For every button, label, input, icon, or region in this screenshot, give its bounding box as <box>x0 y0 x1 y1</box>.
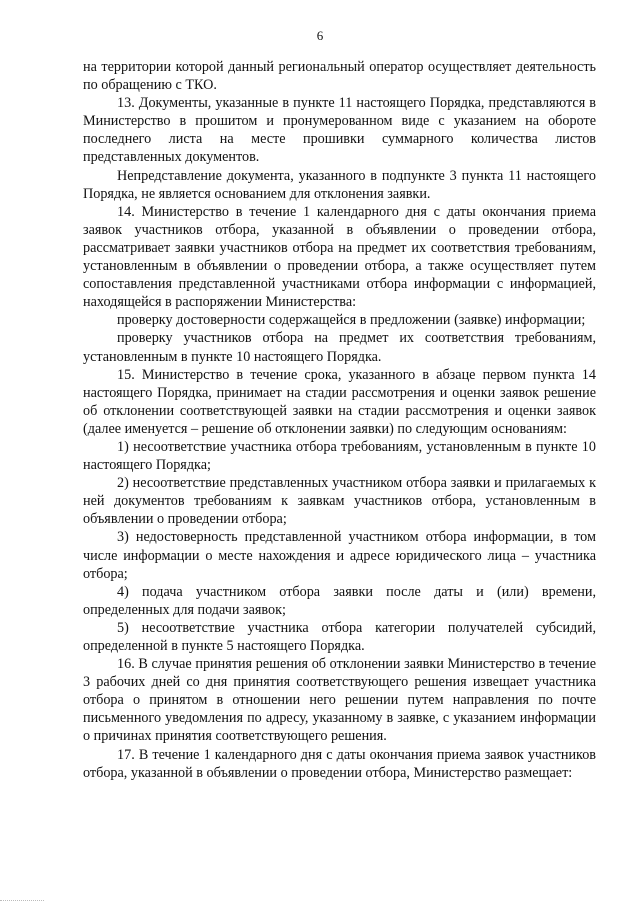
paragraph-point-15: 15. Министерство в течение срока, указанного в абзаце первом пункта 14 настоящего Порядка, принимает на стадии рассмотрения и оценки заявок решение об отклонении соответствующей заявки на стадии рассмотрения и оценки заявок (далее именуется – решение об отклонении заявки) по следующим основаниям: <box>83 366 596 437</box>
paragraph-check-reliability: проверку достоверности содержащейся в предложении (заявке) информации; <box>117 312 586 329</box>
scan-artifact-mark <box>0 900 44 902</box>
paragraph-check-participants: проверку участников отбора на предмет их соответствия требованиям, установленным в пункте 10 настоящего Порядка. <box>83 330 596 365</box>
page-number: 6 <box>316 28 324 43</box>
paragraph-ground-2: 2) несоответствие представленных участником отбора заявки и прилагаемых к ней документов требованиям к заявкам участников отбора, установленным в объявлении о проведении отбора; <box>83 475 596 528</box>
document-body <box>83 58 596 782</box>
paragraph-non-submission: Непредставление документа, указанного в подпункте 3 пункта 11 настоящего Порядка, не является основанием для отклонения заявки. <box>83 167 596 202</box>
paragraph-point-14: 14. Министерство в течение 1 календарного дня с даты окончания приема заявок участников отбора, указанной в объявлении о проведении отбора, рассматривает заявки участников отбора на предмет их соответствия требованиям, установленным в объявлении о проведении отбора, а также осуществляет путем сопоставления представленной участниками отбора информации с информацией, находящейся в распоряжении Министерства: <box>83 203 596 311</box>
paragraph-ground-5: 5) несоответствие участника отбора категории получателей субсидий, определенной в пункте 5 настоящего Порядка. <box>83 619 596 654</box>
paragraph-point-16: 16. В случае принятия решения об отклонении заявки Министерство в течение 3 рабочих дней со дня принятия соответствующего решения извещает участника отбора о принятом в отношении него решении путем направления по почте письменного уведомления по адресу, указанному в заявке, с указанием информации о причинах принятия соответствующего решения. <box>83 656 596 745</box>
paragraph-continued: на территории которой данный региональный оператор осуществляет деятельность по обращению с ТКО. <box>83 59 596 94</box>
paragraph-ground-3: 3) недостоверность представленной участником отбора информации, в том числе информации о месте нахождения и адресе юридического лица – участника отбора; <box>83 529 596 582</box>
paragraph-ground-4: 4) подача участником отбора заявки после даты и (или) времени, определенных для подачи заявок; <box>83 583 596 618</box>
paragraph-ground-1: 1) несоответствие участника отбора требованиям, установленным в пункте 10 настоящего Порядка; <box>83 438 596 474</box>
paragraph-point-13: 13. Документы, указанные в пункте 11 настоящего Порядка, представляются в Министерство в прошитом и пронумерованном виде с указанием на обороте последнего листа на месте прошивки суммарного количества листов представленных документов. <box>83 95 596 166</box>
paragraph-point-17: 17. В течение 1 календарного дня с даты окончания приема заявок участников отбора, указанной в объявлении о проведении отбора, Министерство размещает: <box>83 746 596 781</box>
